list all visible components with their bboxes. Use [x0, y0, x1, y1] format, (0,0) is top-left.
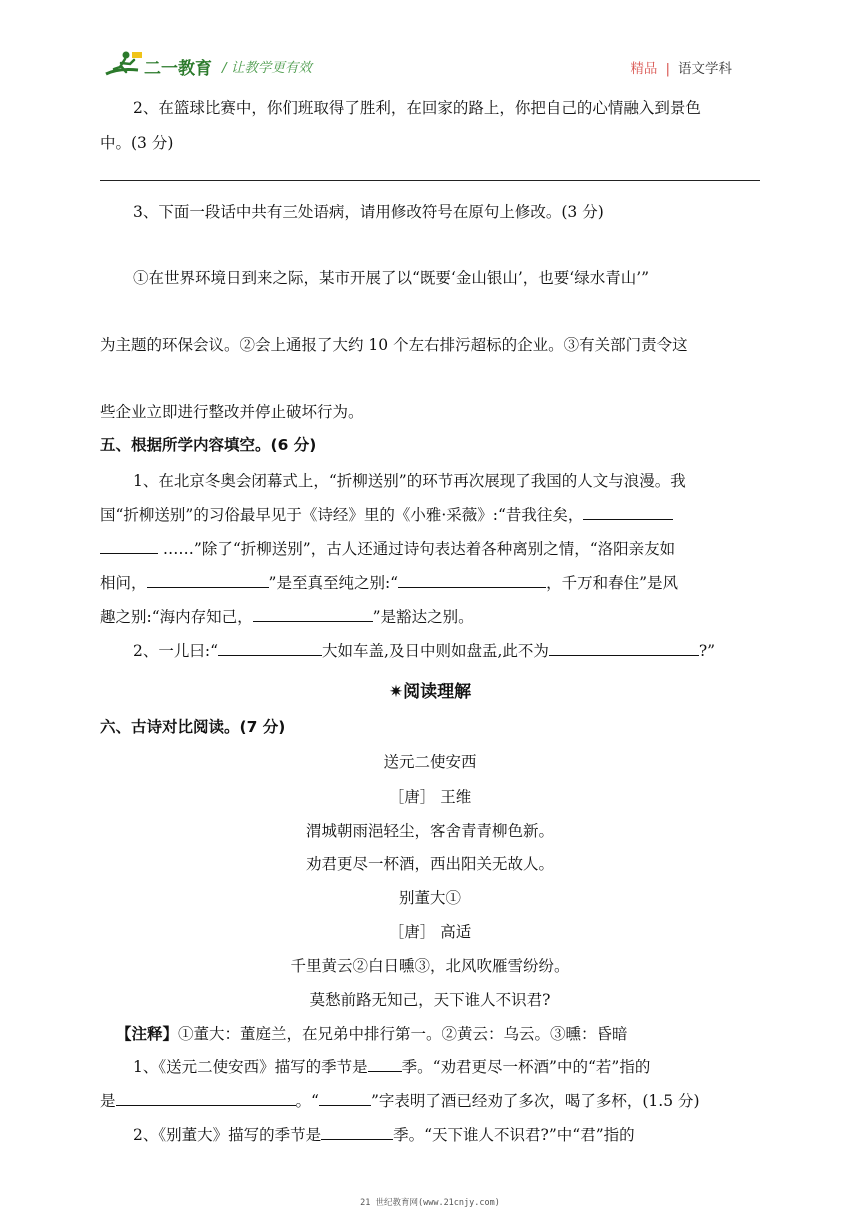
sec5-p1-line5 — [100, 605, 474, 627]
text: ，千万和春住”是风 — [546, 574, 679, 592]
sec5-p1-line4 — [100, 571, 678, 593]
sec5-p1-line1: 1、在北京冬奥会闭幕式上，“折柳送别”的环节再次展现了我国的人文与浪漫。我 — [133, 472, 686, 490]
poem2-title: 别董大① — [398, 889, 461, 907]
q3-line1: ①在世界环境日到来之际，某市开展了以“既要‘金山银山’，也要‘绿水青山’” — [133, 269, 650, 287]
q2-line1: 2、在篮球比赛中，你们班取得了胜利，在回家的路上，你把自己的心情融入到景色 — [133, 99, 701, 117]
sec6-q2 — [133, 1123, 635, 1145]
q2-line2: 中。(3 分) — [100, 134, 174, 152]
text: ”是至真至纯之别:“ — [268, 574, 399, 592]
text: 2、一儿曰:“ — [133, 642, 219, 660]
q3-line2: 为主题的环保会议。②会上通报了大约 10 个左右排污超标的企业。③有关部门责令这 — [100, 336, 688, 354]
brand-slogan: / 让教学更有效 — [222, 60, 312, 76]
text: 1、《送元二使安西》描写的季节是 — [133, 1058, 368, 1076]
brand-name: 二一教育 — [144, 59, 212, 79]
fill-blank[interactable] — [583, 505, 673, 520]
text: 是 — [100, 1092, 116, 1110]
sec5-p1-line2-text: 国“折柳送别”的习俗最早见于《诗经》里的《小雅·采薇》:“昔我往矣， — [100, 506, 584, 524]
note-label: 【注释】 — [116, 1025, 179, 1043]
poem1-author: ［唐］ 王维 — [388, 788, 472, 806]
fill-blank[interactable] — [368, 1057, 402, 1072]
sec5-p1-line3-text: ……”除了“折柳送别”，古人还通过诗句表达着各种离别之情，“洛阳亲友如 — [158, 540, 676, 558]
text: 。“ — [295, 1092, 319, 1110]
fill-blank[interactable] — [100, 539, 158, 554]
text: 趣之别:“海内存知己， — [100, 608, 253, 626]
text: 大如车盖,及日中则如盘盂,此不为 — [322, 642, 549, 660]
poem2-line1: 千里黄云②白日曛③，北风吹雁雪纷纷。 — [290, 957, 570, 975]
fill-blank[interactable] — [398, 573, 546, 588]
text: ”是豁达之别。 — [372, 608, 474, 626]
answer-line — [100, 180, 760, 181]
poem2-line2: 莫愁前路无知己，天下谁人不识君? — [309, 991, 551, 1009]
q3-title: 3、下面一段话中共有三处语病，请用修改符号在原句上修改。(3 分) — [133, 203, 604, 221]
sec5-p1-line2 — [100, 503, 673, 525]
sec5-p2 — [133, 639, 715, 661]
poem-notes — [116, 1022, 628, 1044]
tag-separator: | — [665, 61, 670, 77]
q3-line3: 些企业立即进行整改并停止破坏行为。 — [100, 403, 364, 421]
sec6-title: 六、古诗对比阅读。(7 分) — [100, 718, 286, 736]
reading-heading: ✷阅读理解 — [388, 682, 472, 702]
text: 2、《别董大》描写的季节是 — [133, 1126, 322, 1144]
tag-subject: 语文学科 — [678, 61, 732, 77]
sec5-title: 五、根据所学内容填空。(6 分) — [100, 436, 317, 454]
sec5-p1-line3 — [100, 537, 675, 559]
poem1-line2: 劝君更尽一杯酒，西出阳关无故人。 — [305, 855, 554, 873]
note-text: ①董大：董庭兰，在兄弟中排行第一。②黄云：乌云。③曛：昏暗 — [178, 1025, 628, 1043]
page-footer: 21 世纪教育网(www.21cnjy.com) — [360, 1198, 500, 1208]
text: 季。“天下谁人不识君?”中“君”指的 — [393, 1126, 635, 1144]
poem1-title: 送元二使安西 — [383, 753, 477, 771]
fill-blank[interactable] — [253, 607, 373, 622]
text: 季。“劝君更尽一杯酒”中的“若”指的 — [401, 1058, 651, 1076]
text: ?” — [698, 642, 716, 660]
fill-blank[interactable] — [116, 1091, 296, 1106]
fill-blank[interactable] — [321, 1125, 393, 1140]
sec6-q1-line1 — [133, 1055, 650, 1077]
poem1-line1: 渭城朝雨浥轻尘，客舍青青柳色新。 — [305, 822, 554, 840]
text: 相问， — [100, 574, 147, 592]
sec6-q1-line2 — [100, 1089, 700, 1111]
tag-premium: 精品 — [630, 61, 658, 77]
fill-blank[interactable] — [549, 641, 699, 656]
poem2-author: ［唐］ 高适 — [388, 923, 472, 941]
header-tags — [630, 57, 732, 77]
fill-blank[interactable] — [147, 573, 269, 588]
fill-blank[interactable] — [319, 1091, 371, 1106]
fill-blank[interactable] — [218, 641, 322, 656]
text: ”字表明了酒已经劝了多次，喝了多杯，(1.5 分) — [370, 1092, 700, 1110]
brand-logo-icon — [104, 50, 144, 82]
